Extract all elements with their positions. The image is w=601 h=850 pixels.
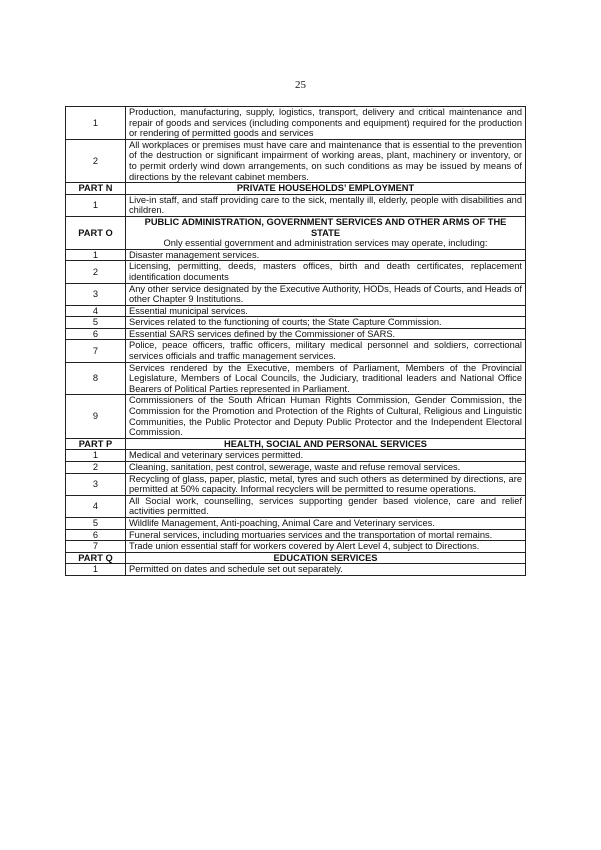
item-description: Cleaning, sanitation, pest control, sewerage, waste and refuse removal services.: [126, 462, 526, 474]
item-description: All workplaces or premises must have care and maintenance that is essential to the prevention of the destruction or significant impairment of working areas, plant, machinery or inventory, or to permit orderly wind down arrangements, on such conditions as may be issued by means of directions by the relevant cabinet members.: [126, 139, 526, 182]
table-row: [66, 305, 526, 317]
part-label: PART P: [66, 438, 126, 450]
item-description: Licensing, permitting, deeds, masters offices, birth and death certificates, replacement identification documents: [126, 261, 526, 283]
item-description: Permitted on dates and schedule set out separately.: [126, 564, 526, 576]
part-heading-row: [66, 552, 526, 564]
item-description: Police, peace officers, traffic officers, military medical personnel and soldiers, correctional services officials and traffic management services.: [126, 340, 526, 362]
item-description: Trade union essential staff for workers covered by Alert Level 4, subject to Directions.: [126, 541, 526, 553]
part-label: PART O: [66, 216, 126, 249]
part-title: PRIVATE HOUSEHOLDS’ EMPLOYMENT: [126, 183, 526, 195]
item-description: Wildlife Management, Anti-poaching, Animal Care and Veterinary services.: [126, 517, 526, 529]
item-description: Recycling of glass, paper, plastic, metal, tyres and such others as determined by directions, are permitted at 50% capacity. Informal recyclers will be permitted to resume operations.: [126, 473, 526, 495]
item-description: Services rendered by the Executive, members of Parliament, Members of the Provincial Legislature, Members of Local Councils, the Judiciary, traditional leaders and National Office Bearers of Political Parties represented in Parliament.: [126, 362, 526, 395]
part-title: EDUCATION SERVICES: [126, 552, 526, 564]
item-description: Essential SARS services defined by the Commissioner of SARS.: [126, 328, 526, 340]
table-row: [66, 564, 526, 576]
item-number: 1: [66, 249, 126, 261]
item-description: All Social work, counselling, services supporting gender based violence, care and relief activities permitted.: [126, 495, 526, 517]
table-row: [66, 139, 526, 182]
item-number: 6: [66, 328, 126, 340]
table-row: [66, 529, 526, 541]
table-row: [66, 495, 526, 517]
part-label: PART Q: [66, 552, 126, 564]
table-row: [66, 283, 526, 305]
part-heading-row: [66, 183, 526, 195]
table-row: [66, 541, 526, 553]
part-subtitle: Only essential government and administration services may operate, including:: [163, 238, 488, 249]
table-row: [66, 450, 526, 462]
table-row: [66, 395, 526, 438]
item-description: Any other service designated by the Executive Authority, HODs, Heads of Courts, and Heads of other Chapter 9 Institutions.: [126, 283, 526, 305]
item-number: 4: [66, 495, 126, 517]
item-description: Commissioners of the South African Human Rights Commission, Gender Commission, the Commission for the Promotion and Protection of the Rights of Cultural, Religious and Linguistic Communities, the Public Protector and Deputy Public Protector and the Independent Electoral Commission.: [126, 395, 526, 438]
table-row: [66, 249, 526, 261]
item-number: 5: [66, 517, 126, 529]
item-number: 3: [66, 283, 126, 305]
item-description: Production, manufacturing, supply, logistics, transport, delivery and critical maintenance and repair of goods and services (including components and equipment) required for the production or rendering of permitted goods and services: [126, 107, 526, 140]
item-number: 2: [66, 261, 126, 283]
table-row: [66, 473, 526, 495]
essential-services-table: [65, 106, 526, 576]
table-row: [66, 517, 526, 529]
item-number: 1: [66, 450, 126, 462]
table-row: [66, 107, 526, 140]
item-number: 1: [66, 194, 126, 216]
item-description: Medical and veterinary services permitted.: [126, 450, 526, 462]
item-description: Live-in staff, and staff providing care to the sick, mentally ill, elderly, people with disabilities and children.: [126, 194, 526, 216]
part-title: PUBLIC ADMINISTRATION, GOVERNMENT SERVICES AND OTHER ARMS OF THE STATE: [144, 216, 507, 238]
page-number: 25: [295, 79, 306, 91]
item-number: 2: [66, 139, 126, 182]
table-row: [66, 362, 526, 395]
item-description: Essential municipal services.: [126, 305, 526, 317]
table-row: [66, 340, 526, 362]
item-number: 6: [66, 529, 126, 541]
item-number: 3: [66, 473, 126, 495]
item-description: Funeral services, including mortuaries services and the transportation of mortal remains.: [126, 529, 526, 541]
item-description: Services related to the functioning of courts; the State Capture Commission.: [126, 317, 526, 329]
item-number: 8: [66, 362, 126, 395]
table-row: [66, 194, 526, 216]
table-row: [66, 462, 526, 474]
part-heading-row: [66, 438, 526, 450]
table-row: [66, 328, 526, 340]
table-row: [66, 261, 526, 283]
item-number: 7: [66, 340, 126, 362]
part-title: HEALTH, SOCIAL AND PERSONAL SERVICES: [126, 438, 526, 450]
item-number: 9: [66, 395, 126, 438]
item-number: 1: [66, 564, 126, 576]
part-label: PART N: [66, 183, 126, 195]
part-heading-row: [66, 216, 526, 249]
item-description: Disaster management services.: [126, 249, 526, 261]
part-cell: [126, 216, 526, 249]
table-row: [66, 317, 526, 329]
table-body: [66, 107, 526, 576]
item-number: 1: [66, 107, 126, 140]
item-number: 4: [66, 305, 126, 317]
item-number: 2: [66, 462, 126, 474]
item-number: 7: [66, 541, 126, 553]
item-number: 5: [66, 317, 126, 329]
